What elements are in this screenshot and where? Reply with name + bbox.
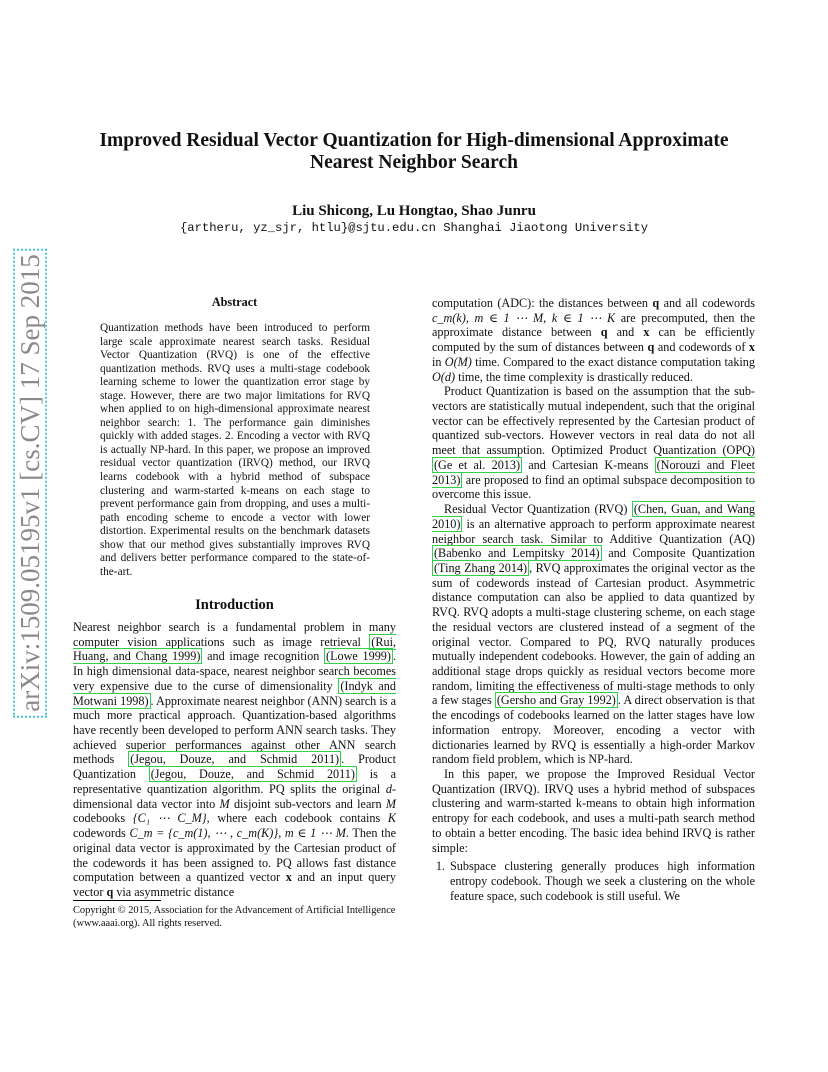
adc-paragraph bbox=[432, 296, 755, 384]
math-var: q bbox=[647, 340, 655, 355]
text-run: . Approximate nearest neighbor (ANN) search is a much more practical approach. Quantization-based algorithms have recently been developed to perform ANN search tasks. They achieved superior performances against other ANN search methods bbox=[73, 693, 396, 767]
text-run: , RVQ approximates the original vector as the sum of codewords instead of Cartesian product. Asymmetric distance computation can also be applied to data quantized by RVQ. RVQ adopts a multi-stage clustering scheme, on each stage the residual vectors are clustered instead of a segment of the original vector. Compared to PQ, RVQ naturally produces mutually independent codebooks. However, the gain of adding an additional stage drops quickly as residual vectors become more random, limiting the effectiveness of multi-stage methods to only a few stages bbox=[432, 560, 756, 708]
footnote-rule bbox=[73, 900, 161, 901]
citation-link[interactable]: (Babenko and Lempitsky 2014) bbox=[434, 546, 600, 561]
text-run: is an alternative approach to perform approximate nearest neighbor search task. Similar to Additive Quantization (AQ) bbox=[432, 516, 755, 546]
citation-link[interactable]: (Chen, Guan, and Wang 2010) bbox=[432, 502, 756, 531]
citation-link[interactable]: (Norouzi and Fleet 2013) bbox=[432, 457, 755, 487]
introduction-heading: Introduction bbox=[195, 597, 274, 613]
arxiv-stamp-text: arXiv:1509.05195v1 [cs.CV] 17 Sep 2015 bbox=[13, 248, 47, 717]
text-run: and image recognition bbox=[202, 649, 325, 664]
math-expr: c_m(k), m ∈ 1 ⋯ M, k ∈ 1 ⋯ K bbox=[432, 310, 616, 325]
text-run: can be efficiently computed by the sum of distances between bbox=[432, 325, 755, 355]
text-run: and an input query vector bbox=[73, 870, 397, 899]
text-run: and bbox=[607, 325, 644, 340]
text-run: are precomputed, then the approximate distance between bbox=[432, 310, 756, 340]
text-run: Nearest neighbor search is a fundamental problem in many computer vision applications such as image retrieval bbox=[73, 620, 396, 649]
contribution-list bbox=[432, 859, 755, 903]
text-run: and all codewords bbox=[659, 296, 756, 310]
text-run: . Then the original data vector is approximated by the Cartesian product of the codewords it has been assigned to. PQ allows fast distance computation between a quantized vector bbox=[73, 826, 396, 885]
citation-link[interactable]: (Lowe 1999) bbox=[326, 649, 391, 664]
text-run: Product Quantization is based on the assumption that the sub-vectors are statistically mutual independent, such that the original vector can be effectively represented by the Cartesian product of quantized sub-vectors. However vectors in real data do not all meet that assumption. Optimized Product Quantization (OPQ) bbox=[432, 384, 755, 458]
math-var: q bbox=[652, 296, 660, 310]
math-var: d bbox=[385, 781, 392, 796]
text-run: . A direct observation is that the encodings of codebooks learned on the latter stages have low information entropy. Moreover, encoding a vector with dictionaries learned by RVQ is essentially a high-order Markov random field problem, which is NP-hard. bbox=[432, 693, 756, 767]
text-run: disjoint sub-vectors and learn bbox=[229, 796, 386, 811]
authors: Liu Shicong, Lu Hongtao, Shao Junru bbox=[292, 203, 536, 219]
math-var: x bbox=[285, 870, 292, 885]
text-run: computation (ADC): the distances between bbox=[432, 296, 653, 310]
arxiv-stamp bbox=[12, 254, 48, 712]
math-expr: O(M) bbox=[444, 354, 472, 369]
introduction-paragraph bbox=[73, 620, 396, 900]
citation-link[interactable]: (Jegou, Douze, and Schmid 2011) bbox=[130, 752, 340, 767]
math-expr: C_m = {c_m(1), ⋯ , c_m(K)}, m ∈ 1 ⋯ M bbox=[129, 826, 346, 841]
paper-title bbox=[60, 130, 768, 174]
math-var: q bbox=[600, 325, 608, 340]
text-run: . In high dimensional data-space, nearest neighbor search becomes very expensive due to the curse of dimensionality bbox=[73, 649, 396, 693]
text-run: codewords bbox=[73, 826, 130, 841]
citation-link[interactable]: (Indyk and Motwani 1998) bbox=[73, 678, 396, 708]
text-run: in bbox=[432, 354, 445, 369]
text-run: . Product Quantization bbox=[73, 752, 396, 782]
text-run: via asymmetric distance bbox=[113, 884, 235, 899]
math-expr: {C₁ ⋯ C_M} bbox=[132, 811, 207, 826]
text-run: Residual Vector Quantization (RVQ) bbox=[444, 502, 632, 517]
title-line-1: Improved Residual Vector Quantization for High-dimensional Approximate bbox=[99, 130, 729, 151]
text-run: is a representative quantization algorithm. PQ splits the original bbox=[73, 767, 397, 796]
text-run: time. Compared to the exact distance computation taking bbox=[471, 354, 755, 369]
text-run: codebooks bbox=[73, 811, 133, 826]
affiliation: {artheru, yz_sjr, htlu}@sjtu.edu.cn Shanghai Jiaotong University bbox=[179, 221, 649, 235]
math-var: q bbox=[106, 884, 114, 899]
irvq-paragraph: In this paper, we propose the Improved Residual Vector Quantization (IRVQ). IRVQ uses a hybrid method of subspaces clustering and warm-started k-means to obtain high information entropy for each codebook, and uses a multi-path search method to obtain a better encoding. The basic idea behind IRVQ is rather simple: bbox=[432, 767, 755, 855]
citation-link[interactable]: (Rui, Huang, and Chang 1999) bbox=[73, 634, 396, 664]
math-expr: O(d) bbox=[432, 369, 456, 384]
right-column bbox=[432, 296, 755, 903]
list-item: 1. Subspace clustering generally produces high information entropy codebook. Though we seek a clustering on the whole feature space, such codebook is still useful. We bbox=[448, 859, 755, 903]
citation-link[interactable]: (Ge et al. 2013) bbox=[434, 457, 521, 472]
title-line-2: Nearest Neighbor Search bbox=[310, 152, 518, 173]
math-var: K bbox=[387, 811, 397, 826]
abstract-heading: Abstract bbox=[211, 295, 258, 309]
text-run: and Cartesian K-means bbox=[522, 457, 655, 472]
text-run: -dimensional data vector into bbox=[73, 781, 396, 811]
citation-link[interactable]: (Ting Zhang 2014) bbox=[434, 560, 528, 575]
text-run: are proposed to find an optimal subspace decomposition to overcome this issue. bbox=[432, 472, 755, 502]
rvq-paragraph bbox=[432, 502, 755, 767]
math-var: M bbox=[385, 796, 396, 811]
text-run: and Composite Quantization bbox=[601, 546, 755, 561]
citation-link[interactable]: (Jegou, Douze, and Schmid 2011) bbox=[150, 767, 355, 782]
pq-paragraph bbox=[432, 384, 755, 502]
math-var: x bbox=[643, 325, 650, 340]
text-run: , where each codebook contains bbox=[206, 811, 388, 826]
math-var: x bbox=[748, 340, 756, 355]
text-run: time, the time complexity is drastically reduced. bbox=[455, 369, 693, 384]
math-var: M bbox=[219, 796, 230, 811]
abstract-body: Quantization methods have been introduced to perform large scale approximate nearest search tasks. Residual Vector Quantization (RVQ) is one of the effective quantization methods. RVQ uses a multi-stage codebook learning scheme to lower the quantization error stage by stage. However, there are two major limitations for RVQ when applied to on high-dimensional approximate nearest neighbor search: 1. The performance gain diminishes quickly with added stages. 2. Encoding a vector with RVQ is actually NP-hard. In this paper, we propose an improved residual vector quantization (IRVQ) method, our IRVQ learns codebook with a hybrid method of subspace clustering and warm-started k-means on each stage to prevent performance gain from dropping, and uses a multi-path encoding scheme to encode a vector with lower distortion. Experimental results on the benchmark datasets show that our method gives substantially improves RVQ and delivers better performance compared to the state-of-the-art. bbox=[100, 322, 370, 578]
citation-link[interactable]: (Gersho and Gray 1992) bbox=[496, 693, 616, 708]
text-run: and codewords of bbox=[654, 340, 749, 355]
copyright-footnote: Copyright © 2015, Association for the Advancement of Artificial Intelligence (www.aaai.org). All rights reserved. bbox=[73, 905, 396, 929]
